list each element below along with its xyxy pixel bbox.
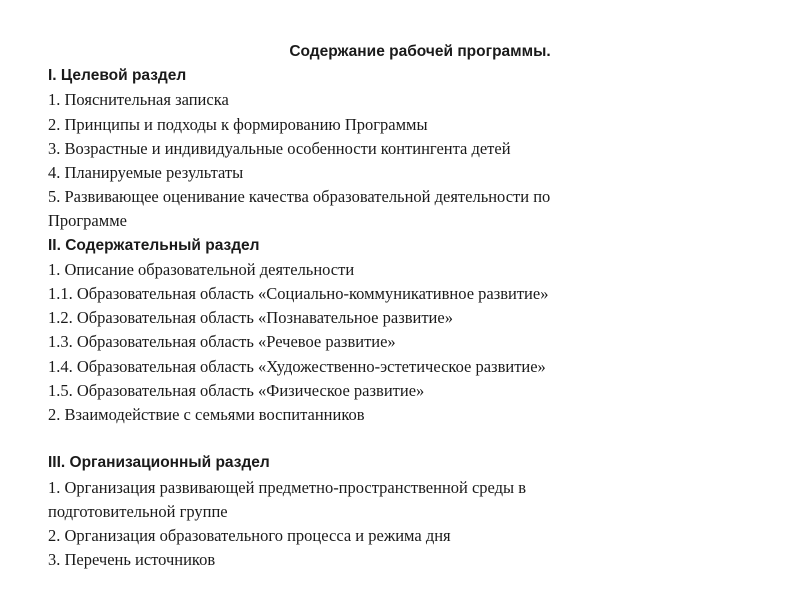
toc-item: 2. Взаимодействие с семьями воспитанников bbox=[48, 405, 365, 425]
section-heading-organizational: III. Организационный раздел bbox=[48, 454, 270, 472]
document-title: Содержание рабочей программы. bbox=[289, 43, 551, 60]
toc-item: 5. Развивающее оценивание качества образовательной деятельности по bbox=[48, 187, 551, 207]
toc-item: 3. Возрастные и индивидуальные особенности контингента детей bbox=[48, 138, 511, 158]
toc-item: 1. Описание образовательной деятельности bbox=[48, 259, 355, 279]
toc-item: 1. Организация развивающей предметно-пространственной среды в bbox=[48, 477, 527, 497]
toc-item: 1.3. Образовательная область «Речевое развитие» bbox=[48, 332, 396, 352]
toc-item: 1.2. Образовательная область «Познавательное развитие» bbox=[48, 308, 453, 328]
section-heading-target: I. Целевой раздел bbox=[48, 67, 187, 85]
toc-item: 1.4. Образовательная область «Художественно-эстетическое развитие» bbox=[48, 356, 546, 376]
toc-item-continuation: подготовительной группе bbox=[48, 501, 228, 521]
toc-item: 1.1. Образовательная область «Социально-коммуникативное развитие» bbox=[48, 284, 549, 304]
toc-item: 1. Пояснительная записка bbox=[48, 90, 229, 110]
section-heading-content: II. Содержательный раздел bbox=[48, 236, 260, 254]
toc-item: 2. Принципы и подходы к формированию Программы bbox=[48, 114, 428, 134]
toc-item: 2. Организация образовательного процесса и режима дня bbox=[48, 526, 451, 546]
blank-line bbox=[48, 427, 768, 451]
toc-item: 4. Планируемые результаты bbox=[48, 163, 244, 183]
toc-item-continuation: Программе bbox=[48, 211, 127, 231]
document-page bbox=[48, 40, 768, 572]
toc-item: 1.5. Образовательная область «Физическое развитие» bbox=[48, 380, 425, 400]
toc-item: 3. Перечень источников bbox=[48, 550, 216, 570]
